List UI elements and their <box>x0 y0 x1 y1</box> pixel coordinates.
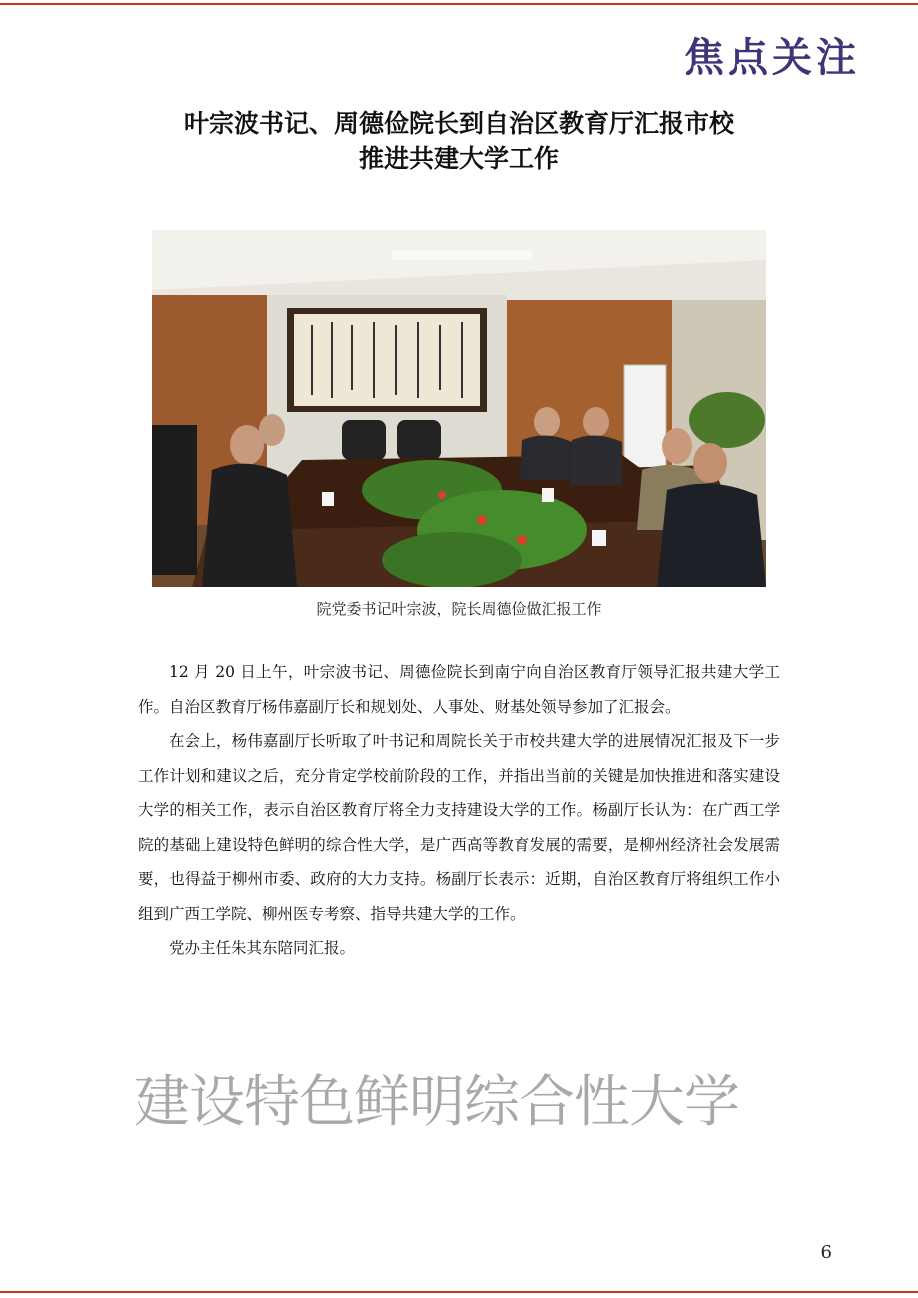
bottom-red-rule <box>0 1291 918 1293</box>
slogan: 建设特色鲜明综合性大学 <box>134 1070 739 1135</box>
body-paragraph: 12 月 20 日上午，叶宗波书记、周德俭院长到南宁向自治区教育厅领导汇报共建大学工作。自治区教育厅杨伟嘉副厅长和规划处、人事处、财基处领导参加了汇报会。 <box>138 663 780 716</box>
meeting-photo <box>152 230 766 587</box>
top-red-rule <box>0 3 918 5</box>
page-number: 6 <box>820 1242 832 1263</box>
article-title-line-1: 叶宗波书记、周德俭院长到自治区教育厅汇报市校 <box>183 109 734 138</box>
body-paragraph: 在会上，杨伟嘉副厅长听取了叶书记和周院长关于市校共建大学的进展情况汇报及下一步工作计划和建议之后，充分肯定学校前阶段的工作，并指出当前的关键是加快推进和落实建设大学的相关工作，表示自治区教育厅将全力支持建设大学的工作。杨副厅长认为：在广西工学院的基础上建设特色鲜明的综合性大学，是广西高等教育发展的需要，是柳州经济社会发展需要，也得益于柳州市委、政府的大力支持。杨副厅长表示：近期，自治区教育厅将组织工作小组到广西工学院、柳州医专考察、指导共建大学的工作。 <box>138 732 780 923</box>
article-body <box>138 655 780 966</box>
article-title-line-2: 推进共建大学工作 <box>358 144 559 173</box>
article-title <box>0 106 918 176</box>
body-paragraph: 党办主任朱其东陪同汇报。 <box>169 939 356 957</box>
section-tag: 焦点关注 <box>684 34 860 81</box>
photo-caption: 院党委书记叶宗波，院长周德俭做汇报工作 <box>316 600 602 618</box>
